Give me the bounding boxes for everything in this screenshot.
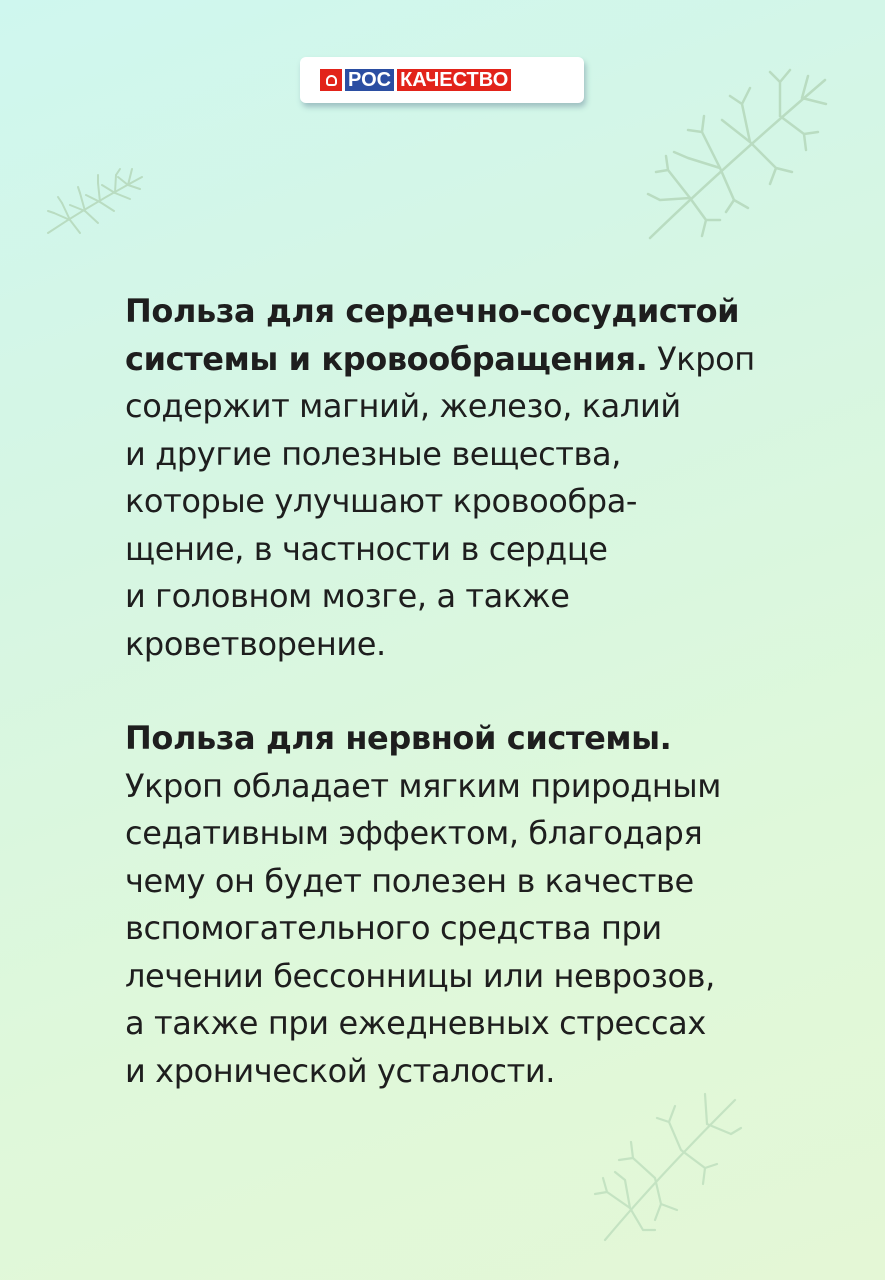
section-cardiovascular [125, 288, 825, 668]
article-text [125, 288, 825, 1095]
pentagon-icon [320, 69, 342, 91]
dill-sprig-icon [585, 1080, 745, 1250]
section-body: Укроп содержит магний, железо, калий и другие полезные вещества, которые улучшают кровообра- щение, в частности в сердце и головном мозге, а также кроветворение. [125, 339, 755, 663]
roskachestvo-logo [300, 57, 584, 103]
section-heading: Польза для нервной системы. [125, 719, 672, 757]
logo-part-kachestvo: КАЧЕСТВО [397, 69, 511, 91]
dill-sprig-icon [40, 155, 150, 245]
section-heading: Польза для сердечно-сосудистой системы и кровообращения. [125, 292, 740, 378]
section-body: Укроп обладает мягким природным седативным эффектом, благодаря чему он будет полезен в качестве вспомогательного средства при лечении бессонницы или неврозов, а также при ежедневных стрессах и хронической усталости. [125, 766, 722, 1090]
logo-part-ros: РОС [345, 69, 394, 91]
section-nervous-system [125, 715, 825, 1095]
dill-sprig-icon [630, 60, 840, 250]
